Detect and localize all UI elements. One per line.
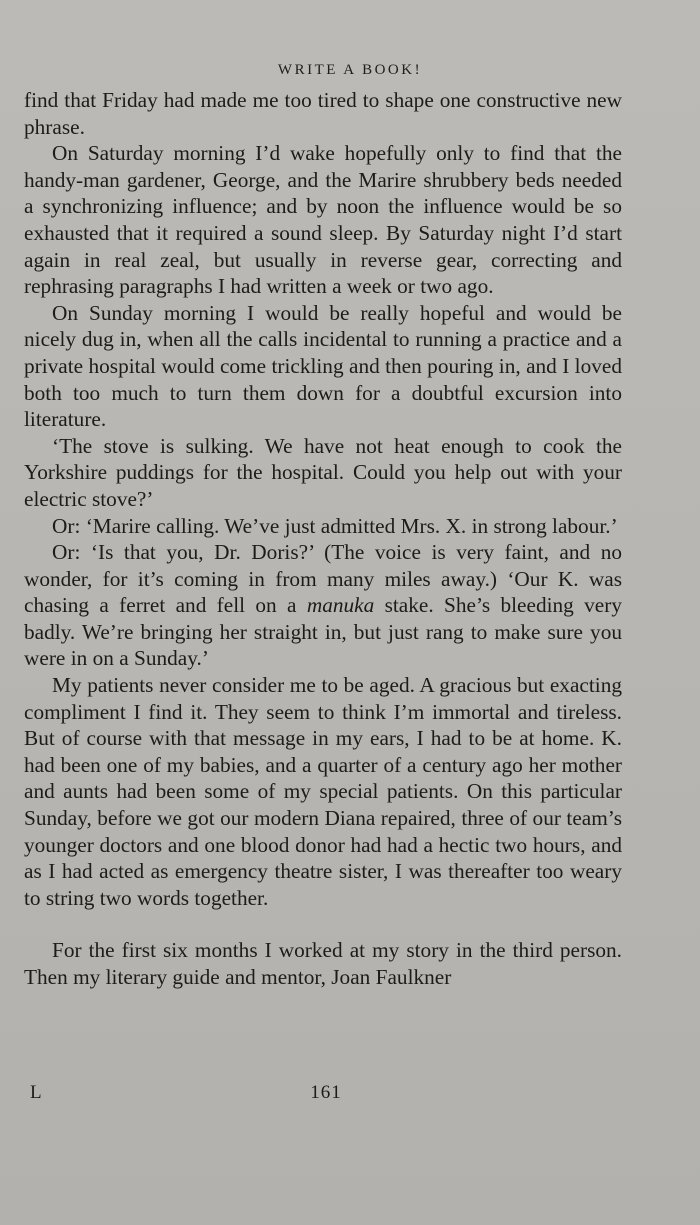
paragraph-6	[24, 539, 622, 672]
paragraph-2: On Saturday morning I’d wake hopefully only to find that the handy-man gardener, George, and the Marire shrubbery beds needed a synchronizing influence; and by noon the influence would be so exhausted that it required a sound sleep. By Saturday night I’d start again in real zeal, but usually in reverse gear, correcting and rephrasing paragraphs I had written a week or two ago.	[24, 141, 622, 299]
section-break	[24, 911, 622, 937]
paragraph-3: On Sunday morning I would be really hopeful and would be nicely dug in, when all the calls incidental to running a practice and a private hospital would come trickling and then pouring in, and I loved both too much to turn them down for a doubtful excursion into literature.	[24, 300, 622, 432]
signature-mark: L	[30, 1082, 43, 1103]
paragraph-6-after: stake. She’s bleeding very badly. We’re bringing her straight in, but just rang to make sure you were in on a Sunday.’	[24, 593, 622, 671]
running-head: WRITE A BOOK!	[277, 62, 423, 78]
paragraph-6-before: Or: ‘Is that you, Dr. Doris?’ (The voice is very faint, and no wonder, for it’s coming in from many miles away.) ‘Our K. was chasing a ferret and fell on a	[24, 540, 622, 618]
paragraph-7: My patients never consider me to be aged. A gracious but exacting compliment I find it. They seem to think I’m immortal and tireless. But of course with that message in my ears, I had to be at home. K. had been one of my babies, and a quarter of a century ago her mother and aunts had been some of my special patients. On this particular Sunday, before we got our modern Diana repaired, three of our team’s younger doctors and one blood donor had had a hectic two hours, and as I had acted as emergency theatre sister, I was thereafter too weary to string two words together.	[24, 673, 622, 910]
paragraph-6-italic-word: manuka	[306, 593, 375, 618]
paragraph-5: Or: ‘Marire calling. We’ve just admitted Mrs. X. in strong labour.’	[52, 513, 618, 538]
paragraph-1: find that Friday had made me too tired to shape one constructive new phrase.	[24, 88, 622, 139]
body-text	[24, 87, 622, 991]
paragraph-4: ‘The stove is sulking. We have not heat enough to cook the Yorkshire puddings for the hospital. Could you help out with your electric stove?’	[24, 433, 622, 511]
paragraph-8: For the first six months I worked at my story in the third person. Then my literary guide and mentor, Joan Faulkner	[24, 938, 622, 989]
page-number: 161	[310, 1082, 342, 1103]
